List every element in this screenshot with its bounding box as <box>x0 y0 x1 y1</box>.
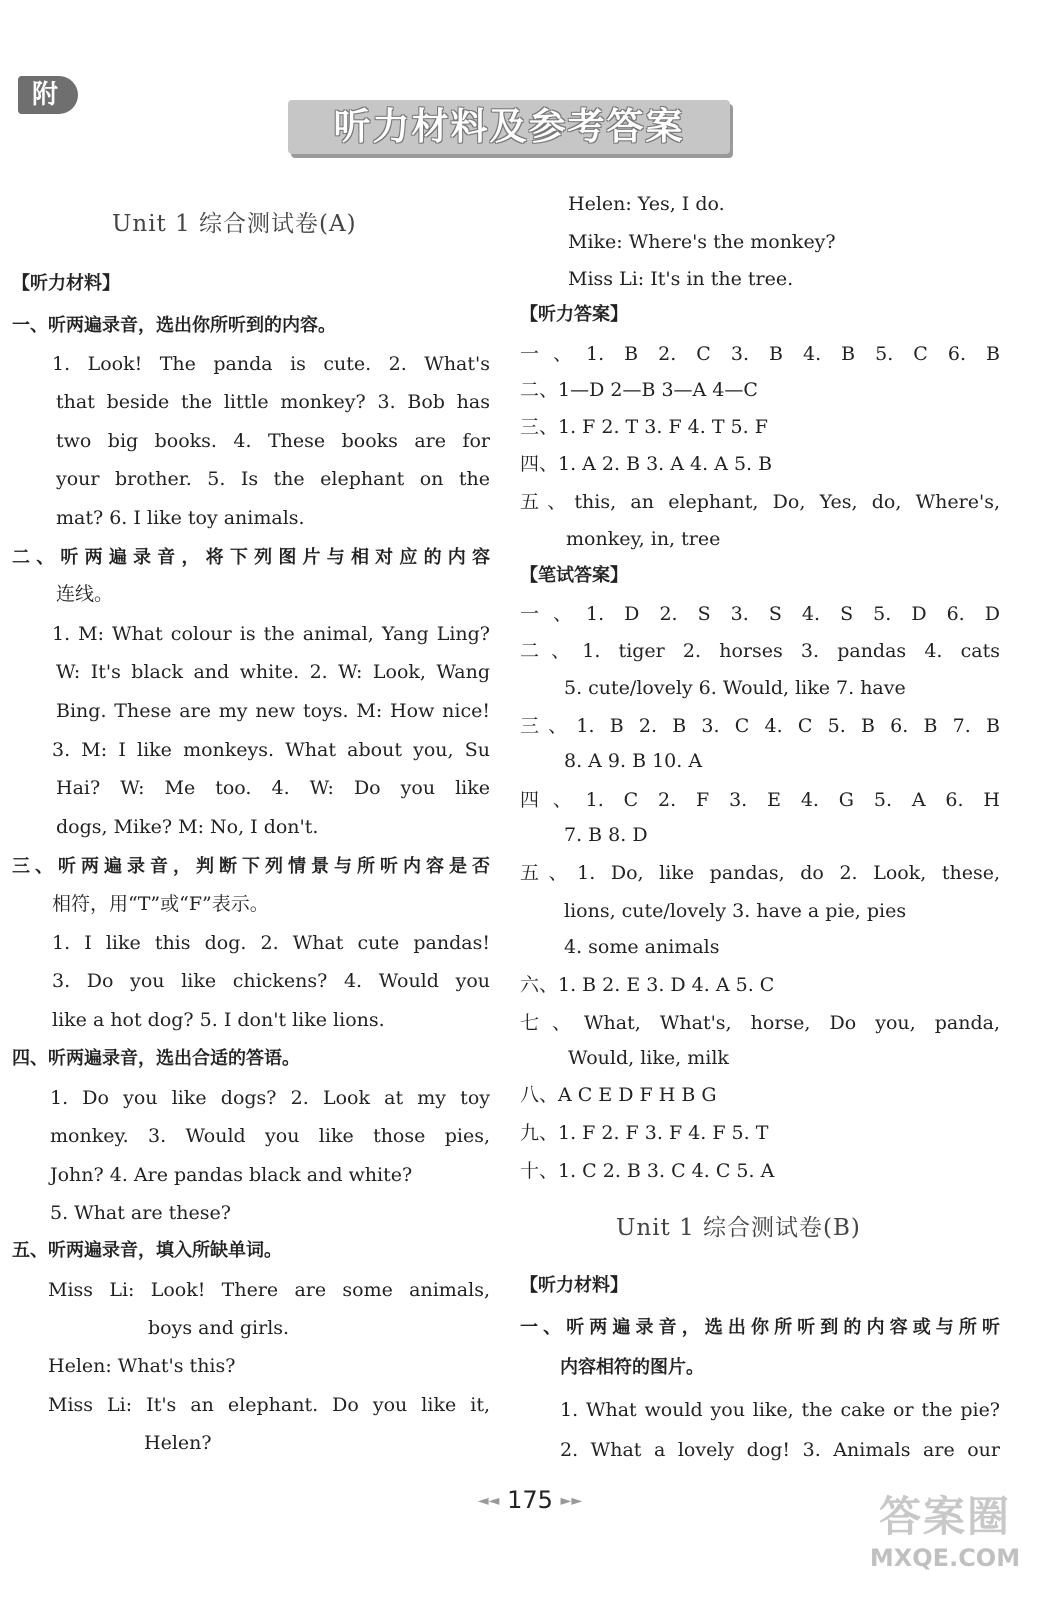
text-line: 二、1. tiger 2. horses 3. pandas 4. cats <box>520 640 1000 662</box>
text-line: 1. What would you like, the cake or the pie? <box>560 1399 1000 1421</box>
text-line: 二、听两遍录音，将下列图片与相对应的内容 <box>12 547 490 568</box>
text-line: your brother. 5. Is the elephant on the <box>56 468 490 490</box>
text-line: 连线。 <box>56 583 114 605</box>
text-line: John? 4. Are pandas black and white? <box>50 1164 413 1186</box>
text-line: monkey, in, tree <box>566 528 721 550</box>
text-line: 相符，用“T”或“F”表示。 <box>52 893 269 915</box>
unit-title-a: Unit 1 综合测试卷(A) <box>112 211 357 237</box>
text-line: 四、1. A 2. B 3. A 4. A 5. B <box>520 453 773 475</box>
text-line: 3. M: I like monkeys. What about you, Su <box>52 739 490 761</box>
text-line: 1. Look! The panda is cute. 2. What's <box>52 353 490 375</box>
text-line: Hai? W: Me too. 4. W: Do you like <box>56 777 490 799</box>
text-line: 五、听两遍录音，填入所缺单词。 <box>12 1240 282 1261</box>
text-line: 【听力材料】 <box>520 1275 628 1296</box>
text-line: 2. What a lovely dog! 3. Animals are our <box>560 1439 1000 1461</box>
text-line: Helen: Yes, I do. <box>568 193 725 215</box>
text-line: 三、1. B 2. B 3. C 4. C 5. B 6. B 7. B <box>520 715 1000 737</box>
prev-arrow-icon: ◄◄ <box>477 1493 500 1509</box>
text-line: boys and girls. <box>148 1317 290 1339</box>
next-arrow-icon: ►► <box>560 1493 583 1509</box>
page-title: 听力材料及参考答案 <box>288 100 730 154</box>
text-line: Bing. These are my new toys. M: How nice! <box>56 700 490 722</box>
text-line: 【笔试答案】 <box>520 565 628 586</box>
text-line: 二、1—D 2—B 3—A 4—C <box>520 379 758 401</box>
text-line: 十、1. C 2. B 3. C 4. C 5. A <box>520 1160 775 1182</box>
text-line: 五、this, an elephant, Do, Yes, do, Where's, <box>520 491 1000 513</box>
text-line: 四、1. C 2. F 3. E 4. G 5. A 6. H <box>520 789 1000 811</box>
text-line: lions, cute/lovely 3. have a pie, pies <box>564 900 907 922</box>
text-line: 8. A 9. B 10. A <box>564 750 703 772</box>
text-line: Miss Li: Look! There are some animals, <box>48 1279 490 1301</box>
text-line: 5. What are these? <box>50 1202 231 1224</box>
appendix-tag: 附 <box>18 76 78 114</box>
text-line: 5. cute/lovely 6. Would, like 7. have <box>564 677 906 699</box>
text-line: 三、听两遍录音，判断下列情景与所听内容是否 <box>12 856 490 877</box>
text-line: 3. Do you like chickens? 4. Would you <box>52 970 490 992</box>
text-line: Helen: What's this? <box>48 1355 236 1377</box>
text-line: Miss Li: It's an elephant. Do you like it, <box>48 1394 490 1416</box>
text-line: dogs, Mike? M: No, I don't. <box>56 816 319 838</box>
text-line: 一、听两遍录音，选出你所听到的内容或与所听 <box>520 1317 1000 1338</box>
text-line: 五、1. Do, like pandas, do 2. Look, these, <box>520 862 1000 884</box>
text-line: 【听力答案】 <box>520 304 628 325</box>
text-line: Would, like, milk <box>568 1047 729 1069</box>
page-number: 175 <box>507 1486 553 1514</box>
text-line: 内容相符的图片。 <box>560 1357 704 1378</box>
text-line: 7. B 8. D <box>564 824 648 846</box>
watermark-url: MXQE.COM <box>869 1544 1021 1572</box>
text-line: 六、1. B 2. E 3. D 4. A 5. C <box>520 974 775 996</box>
text-line: 1. Do you like dogs? 2. Look at my toy <box>50 1087 490 1109</box>
text-line: 4. some animals <box>564 936 720 958</box>
text-line: two big books. 4. These books are for <box>56 430 490 452</box>
text-line: monkey. 3. Would you like those pies, <box>50 1125 490 1147</box>
text-line: like a hot dog? 5. I don't like lions. <box>52 1009 385 1031</box>
text-line: 一、听两遍录音，选出你所听到的内容。 <box>12 315 336 336</box>
text-line: 1. I like this dog. 2. What cute pandas! <box>52 932 490 954</box>
text-line: Mike: Where's the monkey? <box>568 231 836 253</box>
text-line: 【听力材料】 <box>12 273 120 294</box>
text-line: 九、1. F 2. F 3. F 4. F 5. T <box>520 1122 769 1144</box>
text-line: W: It's black and white. 2. W: Look, Wang <box>56 661 490 683</box>
watermark-text: 答案圈 <box>878 1492 1011 1541</box>
text-line: 1. M: What colour is the animal, Yang Ling? <box>52 623 490 645</box>
text-line: 七、What, What's, horse, Do you, panda, <box>520 1012 1000 1034</box>
text-line: 一、1. B 2. C 3. B 4. B 5. C 6. B <box>520 343 1000 365</box>
text-line: Miss Li: It's in the tree. <box>568 268 794 290</box>
text-line: 三、1. F 2. T 3. F 4. T 5. F <box>520 416 768 438</box>
text-line: that beside the little monkey? 3. Bob has <box>56 391 490 413</box>
watermark-logo <box>860 1490 1030 1588</box>
text-line: Helen? <box>144 1432 212 1454</box>
text-line: 八、A C E D F H B G <box>520 1084 717 1106</box>
text-line: mat? 6. I like toy animals. <box>56 507 305 529</box>
text-line: 一、1. D 2. S 3. S 4. S 5. D 6. D <box>520 603 1000 625</box>
unit-title-b: Unit 1 综合测试卷(B) <box>616 1215 861 1241</box>
text-line: 四、听两遍录音，选出合适的答语。 <box>12 1048 300 1069</box>
